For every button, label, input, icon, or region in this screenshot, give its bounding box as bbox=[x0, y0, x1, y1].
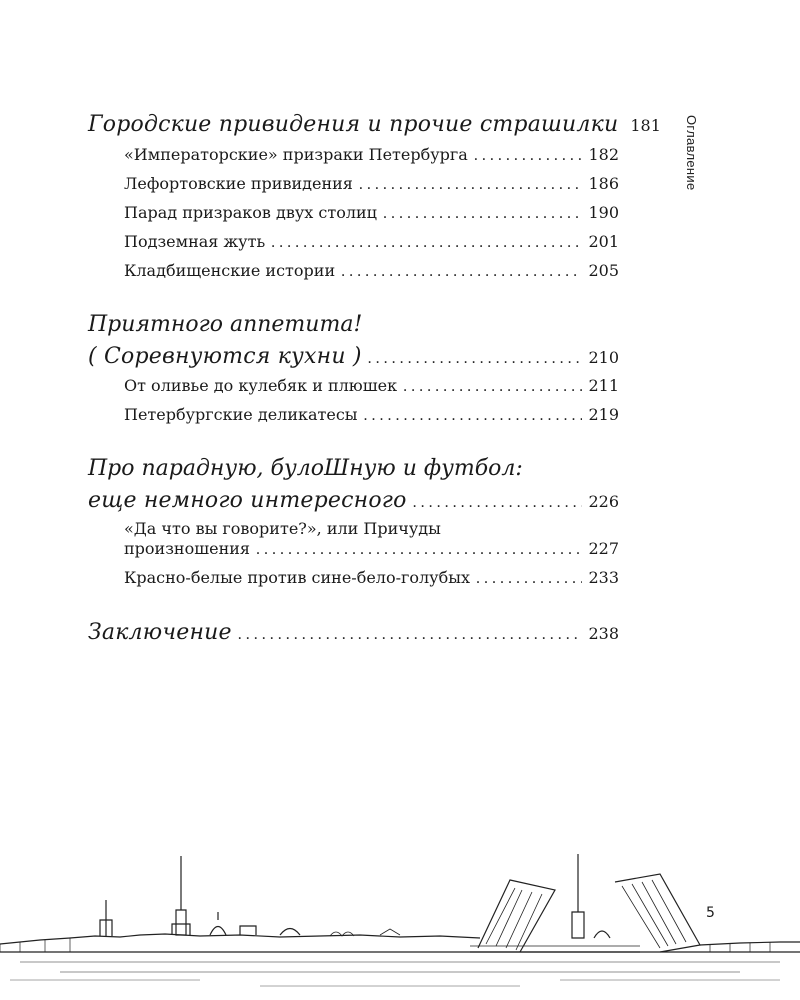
page-number: 233 bbox=[588, 568, 619, 587]
item-title-line1: «Да что вы говорите?», или Причуды bbox=[124, 519, 441, 538]
chapter-title-line1: Про парадную, булоШную и футбол: bbox=[88, 456, 523, 481]
item-title: От оливье до кулебяк и плюшек bbox=[124, 376, 398, 395]
dot-leader bbox=[383, 205, 582, 223]
toc-item[interactable] bbox=[124, 376, 619, 396]
toc-item[interactable] bbox=[124, 405, 619, 425]
chapter-title: ( Соревнуются кухни ) bbox=[88, 344, 362, 369]
page-number: 226 bbox=[588, 492, 619, 511]
toc-chapter-4[interactable] bbox=[88, 620, 619, 645]
item-title: Кладбищенские истории bbox=[124, 261, 336, 280]
item-title: Красно-белые против сине-бело-голубых bbox=[124, 568, 470, 587]
toc-chapter-2[interactable] bbox=[88, 344, 619, 369]
dot-leader bbox=[238, 626, 583, 644]
dot-leader bbox=[474, 147, 583, 165]
page-number: 211 bbox=[588, 376, 619, 395]
chapter-title: еще немного интересного bbox=[88, 488, 407, 513]
section-tab: Оглавление bbox=[684, 115, 699, 191]
item-title: Парад призраков двух столиц bbox=[124, 203, 377, 222]
chapter-title: Заключение bbox=[88, 620, 232, 645]
dot-leader bbox=[359, 176, 583, 194]
dot-leader bbox=[413, 494, 583, 512]
page-folio: 5 bbox=[706, 905, 715, 921]
page-number: 227 bbox=[588, 539, 619, 558]
item-title: Лефортовские привидения bbox=[124, 174, 353, 193]
chapter-title-line1: Приятного аппетита! bbox=[88, 312, 363, 337]
item-title: произношения bbox=[124, 539, 250, 558]
page-number: 186 bbox=[588, 174, 619, 193]
toc-item[interactable] bbox=[124, 203, 619, 223]
item-title: Петербургские деликатесы bbox=[124, 405, 358, 424]
item-title: «Императорские» призраки Петербурга bbox=[124, 145, 468, 164]
page-number: 238 bbox=[588, 624, 619, 643]
dot-leader bbox=[476, 570, 582, 588]
dot-leader bbox=[271, 234, 582, 252]
dot-leader bbox=[256, 541, 582, 559]
toc-item[interactable] bbox=[124, 145, 619, 165]
dot-leader bbox=[364, 407, 583, 425]
toc-item[interactable] bbox=[124, 261, 619, 281]
item-title: Подземная жуть bbox=[124, 232, 266, 251]
page-number: 190 bbox=[588, 203, 619, 222]
dot-leader bbox=[341, 263, 582, 281]
page-number: 205 bbox=[588, 261, 619, 280]
toc-chapter-3[interactable] bbox=[88, 488, 619, 513]
page-number: 219 bbox=[588, 405, 619, 424]
page-number: 210 bbox=[588, 348, 619, 367]
toc-chapter-1[interactable] bbox=[88, 112, 661, 137]
city-skyline-illustration bbox=[0, 840, 800, 1000]
toc-item[interactable] bbox=[124, 568, 619, 588]
chapter-title: Городские привидения и прочие страшилки bbox=[88, 112, 619, 137]
dot-leader bbox=[368, 350, 583, 368]
toc-item[interactable] bbox=[124, 232, 619, 252]
page-number: 182 bbox=[588, 145, 619, 164]
page-number: 201 bbox=[588, 232, 619, 251]
toc-item[interactable] bbox=[124, 539, 619, 559]
toc-item[interactable] bbox=[124, 174, 619, 194]
page-number: 181 bbox=[630, 116, 661, 135]
dot-leader bbox=[403, 378, 582, 396]
